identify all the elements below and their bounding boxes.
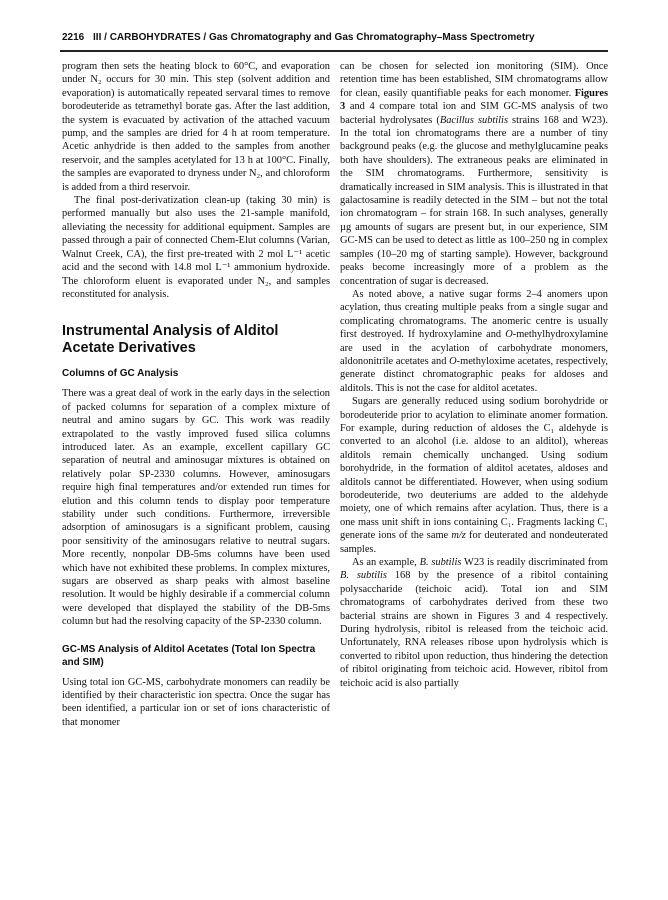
paragraph: program then sets the heating block to 60°C, and evaporation under N₂ occurs for 30 min. This step (solvent addition and evaporation) is automatically repeated servaral times to remove borodeuteride as tetramethyl borate gas. After the last addition, the system is evacuated by activation of the attached vacuum pump, and the samples are dried for 4 h at room temperature. Acetic anhydride is then added to the samples from another reservoir, and the samples acetylated for 13 h at 100°C. Finally, the samples are evaporated to dryness under N₂, and chloroform is added from a third reservoir. <box>62 61 330 193</box>
right-column <box>340 60 608 690</box>
header-rule <box>60 50 608 52</box>
text-run: -methylhydroxylamine are used in the acylation of carbohydrate monomers, aldononitrile acetates and <box>340 329 608 367</box>
text-run: for deuterated and nondeuterated samples. <box>340 530 608 555</box>
text-run: -methyloxime acetates, respectively, generate distinct chromatographic peaks for aldoses and alditols. This is not the case for alditol acetates. <box>340 355 608 394</box>
running-title: III / CARBOHYDRATES / Gas Chromatography and Gas Chromatography–Mass Spectrometry <box>93 32 535 43</box>
text-run: W23 is readily discriminated from <box>461 557 608 569</box>
subsection-heading: Columns of GC Analysis <box>62 368 179 380</box>
section-heading: Instrumental Analysis of Alditol Acetate Derivatives <box>62 323 279 357</box>
left-column <box>62 60 330 729</box>
paragraph: The final post-derivatization clean-up (taking 30 min) is performed manually but also uses the 21-sample manifold, alleviating the necessity for additional equipment. Samples are passed through a pair of connected Chem-Elut columns (Varian, Walnut Creek, CA), the first pre-treated with 2 mol L⁻¹ acetic acid and the second with 14.8 mol L⁻¹ ammonium hydroxide. The chloroform eluent is evaporated under N₂, and samples reconstituted for analysis. <box>62 195 330 300</box>
text-run: can be chosen for selected ion monitoring (SIM). Once retention time has been established, SIM chromatograms allow for clean, easily quantifiable peaks for each monomer. <box>340 61 608 99</box>
text-run: and 4 compare total ion and SIM GC-MS analysis of two bacterial hydrolysates ( <box>340 101 608 126</box>
mz-term: m/z <box>451 530 466 542</box>
italic-o: O <box>449 355 457 367</box>
paragraph: There was a great deal of work in the early days in the selection of packed columns for separation of a complex mixture of neutral and amino sugars by GC. This work was readily extrapolated to the vastly improved fused silica columns introduced later. As an example, excellent capillary GC separation of neutral and aminosugar mixtures is obtained on relatively polar SP-2330 columns. However, aminosugars require high final temperatures and/or extended run times for elution and this column tends to display poor temperature stability under such conditions. Furthermore, irreversible adsorption of aminosugars is a significant problem, causing poor sensitivity of the aminosugars relative to neutral sugars. More recently, nonpolar DB-5ms columns have been used which have not exhibited these problems. In complex mixtures, sugars are observed as sharp peaks with almost baseline resolution. It would be highly desirable if a commercial column were developed that displayed the stability of the DB-5ms column but had the resolving capacity of the SP-2330 column. <box>62 388 330 628</box>
text-run: As noted above, a native sugar forms 2–4 anomers upon acylation, thus creating multiple peaks from a single sugar and complicating chromatograms. The anomeric centre is usually first destroyed. If hydroxylamine and <box>340 288 608 341</box>
text-run: Sugars are generally reduced using sodium borohydride or borodeuteride prior to acylation to eliminate anomer formation. For example, during reduction of aldoses the C₁ aldehyde is converted to an alcohol (i.e. aldose to an alditol), whereas alditols remain chemically unchanged. Using sodium borohydride, in the formation of alditol acetates, aldoses and alditols cannot be differentiated. However, when using sodium borodeuteride, two deuteriums are added to the aldehyde moiety, one of which remains after acylation. Thus, there is a one mass unit shift in ions containing C₁. Fragments lacking C₁ generate ions of the same <box>340 396 608 542</box>
paragraph <box>340 288 608 395</box>
text-run: As an example, <box>352 557 420 569</box>
paragraph <box>340 60 608 288</box>
paragraph <box>340 556 608 690</box>
paragraph <box>340 395 608 556</box>
figure-reference: Figures 3 <box>340 87 608 113</box>
text-run: strains 168 and W23). In the total ion chromatograms there are a number of tiny background peaks (e.g. the glucose and methylglucamine peaks both have shoulders). The extraneous peaks are eliminated in the SIM chromatograms. Furthermore, sensitivity is dramatically increased in SIM analysis. This is illustrated in that galactosamine is readily detected in the SIM – but not the total ion chromatogram – for strain 168. In such analyses, generally µg amounts of sugars are present but, in our experience, SIM GC-MS can be used to detect as little as 100–250 ng in complex samples (10–20 mg of starting sample). However, background peaks become increasingly more of a problem as the concentration of sugar is decreased. <box>340 114 608 287</box>
species-name: B. subtilis <box>419 557 462 569</box>
species-name: B. subtilis <box>340 570 387 582</box>
page-number: 2216 <box>62 32 85 43</box>
running-header <box>62 32 608 46</box>
species-name: Bacillus subtilis <box>439 114 508 126</box>
paragraph: Using total ion GC-MS, carbohydrate monomers can readily be identified by their characteristic ion spectra. Once the sugar has been identified, a particular ion or set of ions characteristic of that monomer <box>62 676 330 728</box>
subsection-heading: GC-MS Analysis of Alditol Acetates (Total Ion Spectra and SIM) <box>62 643 316 668</box>
italic-o: O <box>505 329 513 341</box>
text-run: 168 by the presence of a ribitol containing polysaccharide (teichoic acid). Total ion and SIM chromatograms of carbohydrates derived from these two bacterial strains are shown in Figures 3 and 4 respectively. During hydrolysis, ribitol is released from the teichoic acid. Unfortunately, RNA releases ribose upon hydrolysis which is converted to ribitol upon reduction, thus hindering the detection of ribitol originating from teichoic acid. However, ribitol from teichoic acid is also partially <box>340 570 608 689</box>
